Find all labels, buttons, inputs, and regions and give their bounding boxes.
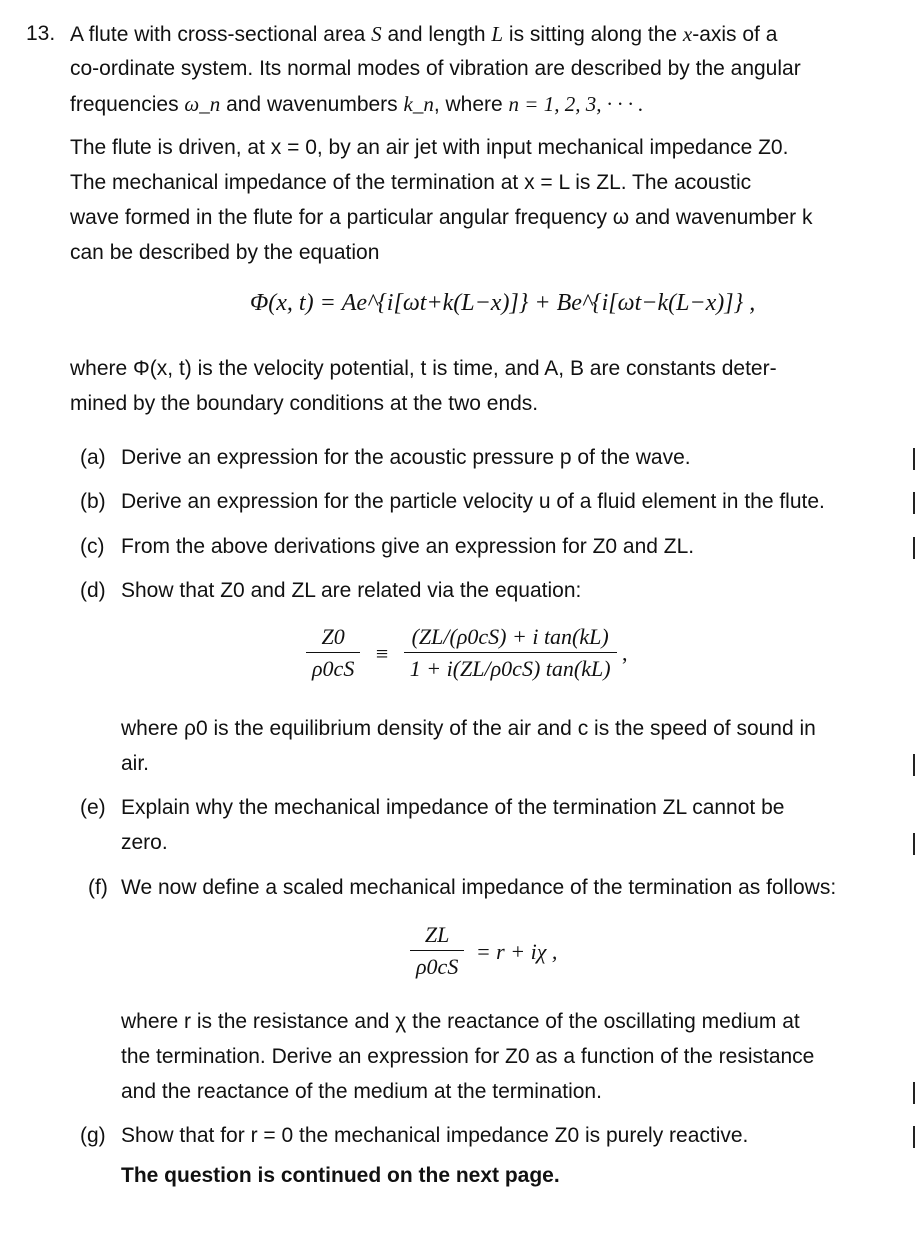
rhs-fraction: $\frac{\text{(ZL/(ρ0cS) + i tan(kL)}}{1 + i(ZL/\rho 0cS) \tan(kL)}$ — [404, 622, 617, 685]
part-f-label: (f) — [88, 876, 108, 899]
impedance-relation-equation: $\frac{Z0}{\rho 0cS}$ ≡ $\frac{\text{(ZL/(ρ0cS) + i tan(kL)}}{1 + i(ZL/\rho 0cS) \tan(kL)}$ , — [306, 622, 628, 685]
lhs-fraction: $\frac{Z0}{\rho 0cS}$ — [306, 622, 360, 685]
margin-bar — [913, 754, 915, 776]
driven-line-2: The mechanical impedance of the termination at x = L is ZL. The acoustic — [70, 171, 752, 194]
part-f-after-1: where r is the resistance and χ the reactance of the oscillating medium at — [121, 1010, 800, 1033]
part-d-after-1: where ρ0 is the equilibrium density of the air and c is the speed of sound in — [121, 717, 816, 740]
part-d-text: Show that Z0 and ZL are related via the equation: — [121, 579, 582, 602]
driven-line-1: The flute is driven, at x = 0, by an air jet with input mechanical impedance Z0. — [70, 136, 789, 159]
margin-bar — [913, 492, 915, 514]
velocity-potential-equation: Φ(x, t) = Ae^{i[ωt+k(L−x)]} + Be^{i[ωt−k(L−x)]} , — [250, 290, 756, 316]
margin-bar — [913, 833, 915, 855]
where-line-2: mined by the boundary conditions at the two ends. — [70, 392, 539, 415]
margin-bar — [913, 448, 915, 470]
part-e-text-2: zero. — [121, 831, 168, 854]
intro-line-1: A flute with cross-sectional area S and length L is sitting along the x-axis of a — [70, 22, 778, 46]
where-line-1: where Φ(x, t) is the velocity potential, t is time, and A, B are constants deter- — [70, 357, 777, 380]
part-f-text: We now define a scaled mechanical impedance of the termination as follows: — [121, 876, 837, 899]
part-g-label: (g) — [80, 1124, 106, 1147]
part-e-text-1: Explain why the mechanical impedance of the termination ZL cannot be — [121, 796, 785, 819]
part-d-after-2: air. — [121, 752, 150, 775]
part-b-label: (b) — [80, 490, 106, 513]
driven-line-3: wave formed in the flute for a particular angular frequency ω and wavenumber k — [70, 206, 813, 229]
continued-note: The question is continued on the next page. — [121, 1164, 560, 1187]
margin-bar — [913, 1082, 915, 1104]
part-a-text: Derive an expression for the acoustic pressure p of the wave. — [121, 446, 691, 469]
part-f-after-2: the termination. Derive an expression for Z0 as a function of the resistance — [121, 1045, 815, 1068]
margin-bar — [913, 1126, 915, 1148]
part-e-label: (e) — [80, 796, 106, 819]
part-d-label: (d) — [80, 579, 106, 602]
intro-line-3: frequencies ω_n and wavenumbers k_n, where n = 1, 2, 3, · · · . — [70, 92, 644, 116]
intro-line-2: co-ordinate system. Its normal modes of vibration are described by the angular — [70, 57, 801, 80]
driven-line-4: can be described by the equation — [70, 241, 380, 264]
question-number: 13. — [26, 22, 56, 45]
scaled-fraction: $\frac{ZL}{\rho 0cS}$ — [410, 920, 464, 983]
part-c-text: From the above derivations give an expression for Z0 and ZL. — [121, 535, 695, 558]
part-b-text: Derive an expression for the particle velocity u of a fluid element in the flute. — [121, 490, 825, 513]
margin-bar — [913, 537, 915, 559]
part-c-label: (c) — [80, 535, 105, 558]
part-f-after-3: and the reactance of the medium at the termination. — [121, 1080, 602, 1103]
part-a-label: (a) — [80, 446, 106, 469]
part-g-text: Show that for r = 0 the mechanical impedance Z0 is purely reactive. — [121, 1124, 749, 1147]
scaled-impedance-equation: $\frac{ZL}{\rho 0cS}$ = r + iχ , — [410, 920, 557, 983]
